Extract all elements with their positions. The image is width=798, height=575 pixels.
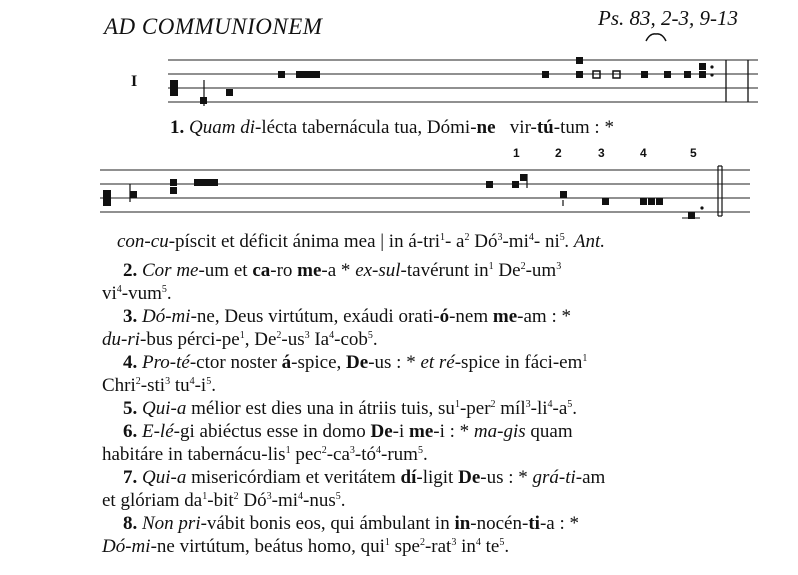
chant-staff-2 bbox=[100, 160, 750, 230]
staff-2-neumes bbox=[103, 166, 722, 219]
page-title: AD COMMUNIONEM bbox=[104, 14, 323, 39]
verse-3-line-2: du-ri-bus pérci-$pe^1$, $De^2-us^3$ Ia$^4$-cob$^5$. bbox=[102, 329, 378, 350]
verse-6-line-1: 6. E-lé-gi abiéctus esse in domo De-i me-i : * ma-gis quam bbox=[123, 421, 573, 442]
verse-4-line-1: 4. Pro-té-ctor noster á-spice, De-us : * et ré-spice in fáci-$em^1$ bbox=[123, 352, 588, 373]
psalm-brace bbox=[645, 30, 667, 42]
verse-5-line-1: 5. Qui-a mélior est dies una in átriis tuis, $su^1-per^2$ $míl^3-li^4-a^5$. bbox=[123, 398, 578, 419]
verse-7-line-1: 7. Qui-a misericórdiam et veritátem dí-ligit De-us : * grá-ti-am bbox=[123, 467, 606, 488]
verse-6-line-2: habitáre in tabernácu-lis$^1$ $pec^2-ca^3-tó^4-rum^5$. bbox=[102, 444, 428, 465]
verse-2-line-1: 2. Cor me-um et ca-ro me-a * ex-sul-tavérunt $in^1$ $De^2-um^3$ bbox=[123, 260, 562, 281]
verse-4-line-2: Chri$^2$-sti$^3$ $tu^4-i^5$. bbox=[102, 375, 216, 396]
verse-7-line-2: et glóriam $da^1-bit^2$ $Dó^3-mi^4-nus^5$. bbox=[102, 490, 346, 511]
chant-staff-1 bbox=[168, 50, 758, 120]
marker-4: 4 bbox=[640, 146, 647, 160]
marker-5: 5 bbox=[690, 146, 697, 160]
marker-1: 1 bbox=[513, 146, 520, 160]
marker-3: 3 bbox=[598, 146, 605, 160]
clef-mark bbox=[103, 190, 111, 206]
chant-line-1: 1. Quam di-lécta tabernácula tua, Dómi-ne vir-tú-tum : * bbox=[170, 117, 614, 138]
mode-number: I bbox=[131, 73, 138, 90]
verse-8-line-1: 8. Non pri-vábit bonis eos, qui ámbulant in in-nocén-ti-a : * bbox=[123, 513, 579, 534]
verse-8-line-2: Dó-mi-ne virtútum, beátus homo, qui$^1$ spe$^2$-rat$^3$ $in^4$ $te^5$. bbox=[102, 536, 510, 557]
staff-1-neumes bbox=[170, 57, 748, 106]
verse-3-line-1: 3. Dó-mi-ne, Deus virtútum, exáudi orati-ó-nem me-am : * bbox=[123, 306, 571, 327]
clef-mark bbox=[170, 80, 178, 96]
verse-number: 1. bbox=[170, 117, 185, 138]
psalm-reference: Ps. 83, 2-3, 9-13 bbox=[598, 6, 738, 30]
chant-line-2: con-cu-píscit et déficit ánima mea | in á-tri$^1$- $a^2$ $Dó^3-mi^4-$ $ni^5$. Ant. bbox=[117, 231, 606, 252]
verse-2-line-2: $vi^4-vum^5$. bbox=[102, 283, 172, 304]
marker-2: 2 bbox=[555, 146, 562, 160]
